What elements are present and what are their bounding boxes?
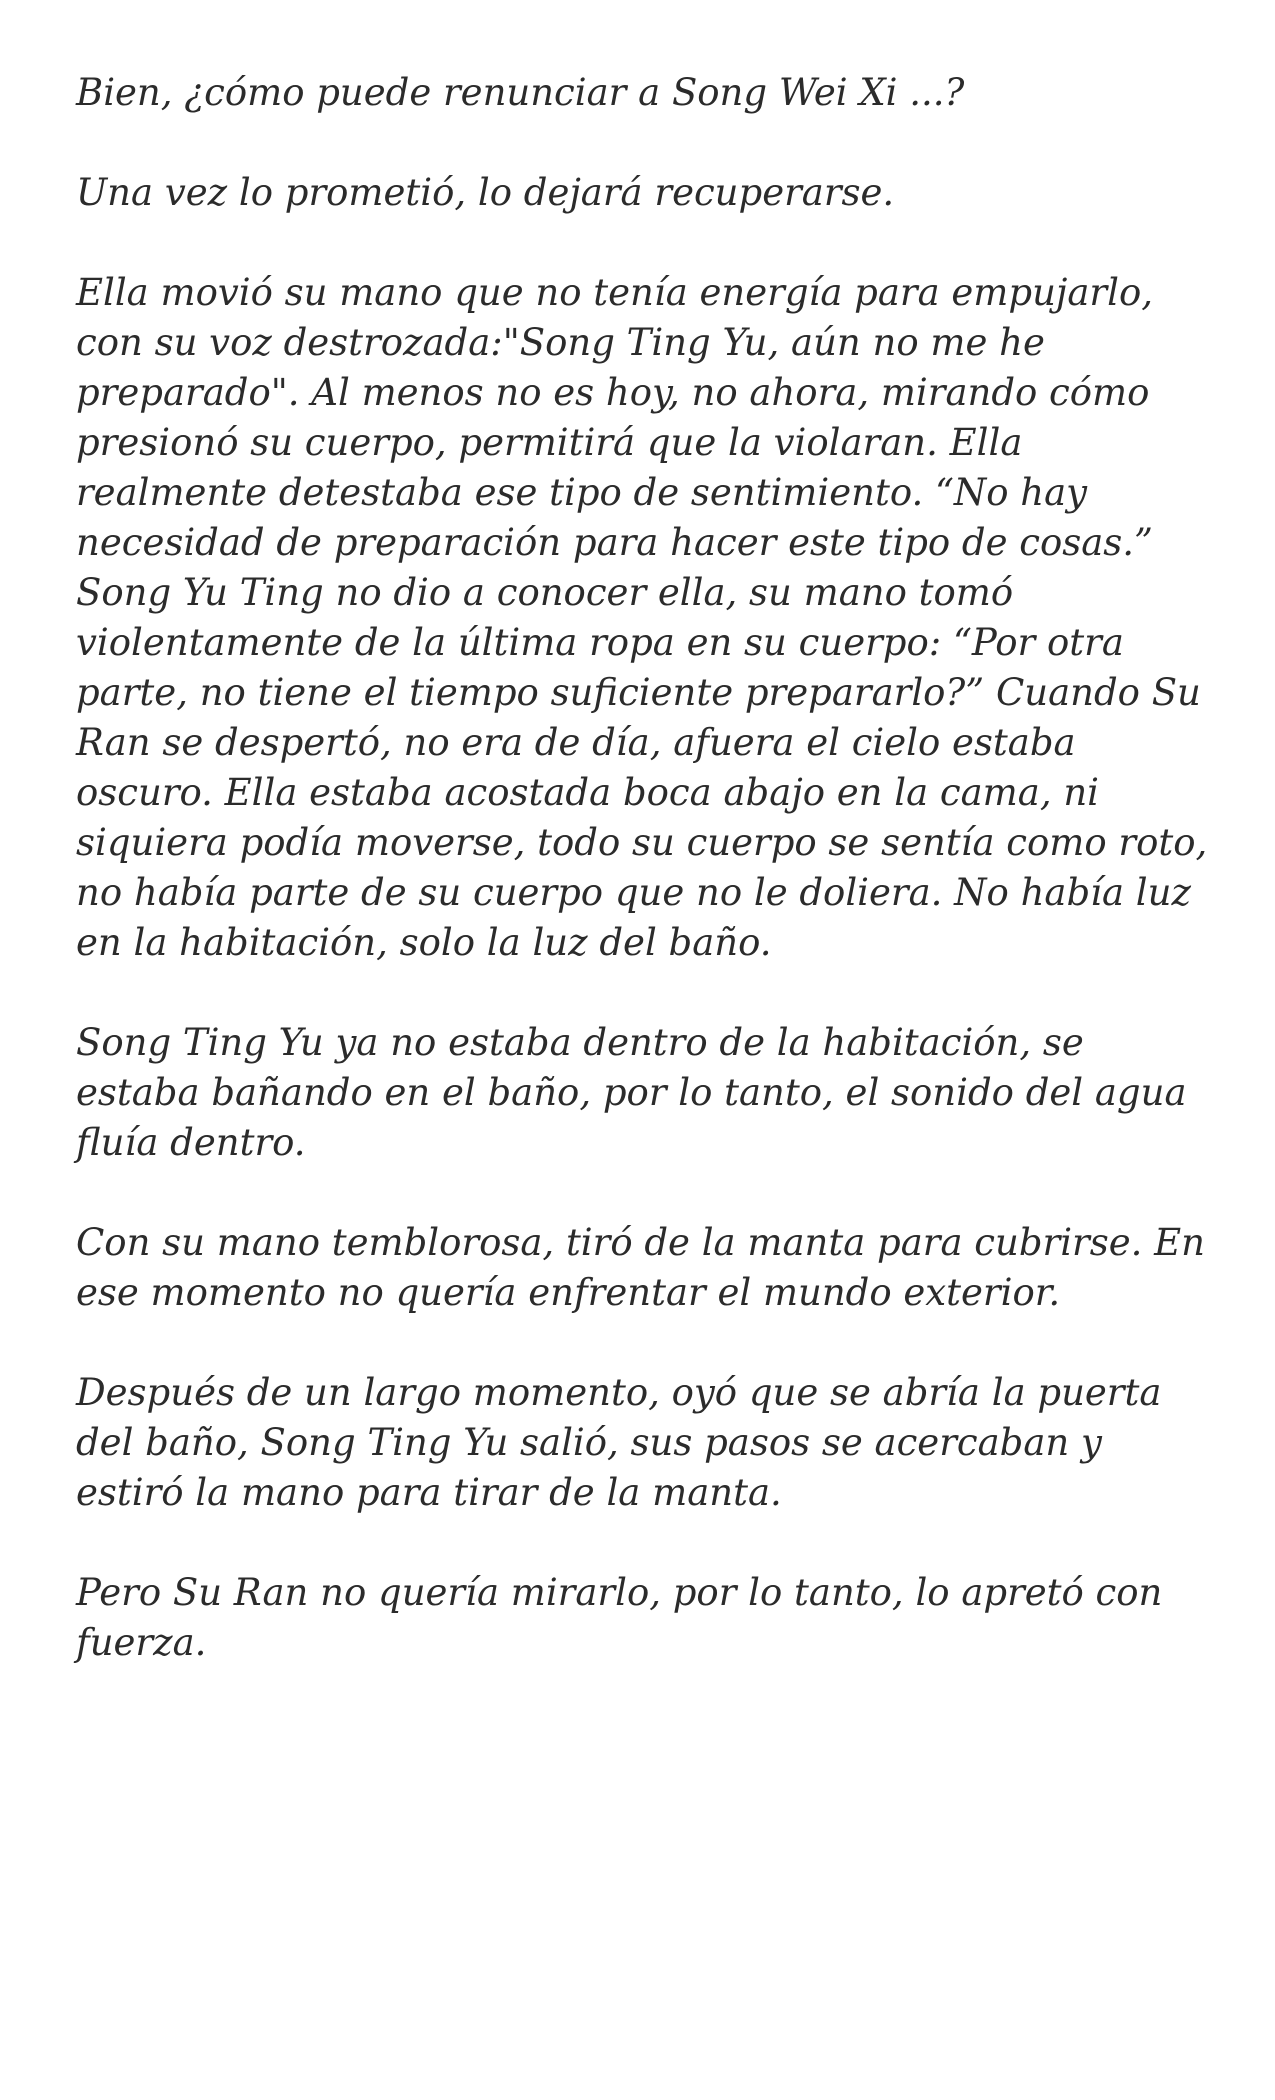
paragraph-4: Song Ting Yu ya no estaba dentro de la habitación, se estaba bañando en el baño, por lo tanto, el sonido del agua fluía dentro.: [76, 1021, 1187, 1164]
paragraph-3: Ella movió su mano que no tenía energía para empujarlo, con su voz destrozada:"Song Ting Yu, aún no me he preparado". Al menos no es hoy, no ahora, mirando cómo presionó su cuerpo, permitirá que la violaran. Ella realmente detestaba ese tipo de sentimiento. “No hay necesidad de preparación para hacer este tipo de cosas.” Song Yu Ting no dio a conocer ella, su mano tomó violentamente de la última ropa en su cuerpo: “Por otra parte, no tiene el tiempo suficiente prepararlo?” Cuando Su Ran se despertó, no era de día, afuera el cielo estaba oscuro. Ella estaba acostada boca abajo en la cama, ni siquiera podía moverse, todo su cuerpo se sentía como roto, no había parte de su cuerpo que no le doliera. No había luz en la habitación, solo la luz del baño.: [76, 271, 1208, 964]
document-body: [76, 68, 1216, 1718]
paragraph-1: Bien, ¿cómo puede renunciar a Song Wei Xi ...?: [76, 71, 965, 114]
paragraph-7: Pero Su Ran no quería mirarlo, por lo tanto, lo apretó con fuerza.: [76, 1571, 1163, 1664]
paragraph-2: Una vez lo prometió, lo dejará recuperarse.: [76, 171, 895, 214]
paragraph-6: Después de un largo momento, oyó que se abría la puerta del baño, Song Ting Yu salió, sus pasos se acercaban y estiró la mano para tirar de la manta.: [76, 1371, 1162, 1514]
paragraph-5: Con su mano temblorosa, tiró de la manta para cubrirse. En ese momento no quería enfrentar el mundo exterior.: [76, 1221, 1205, 1314]
